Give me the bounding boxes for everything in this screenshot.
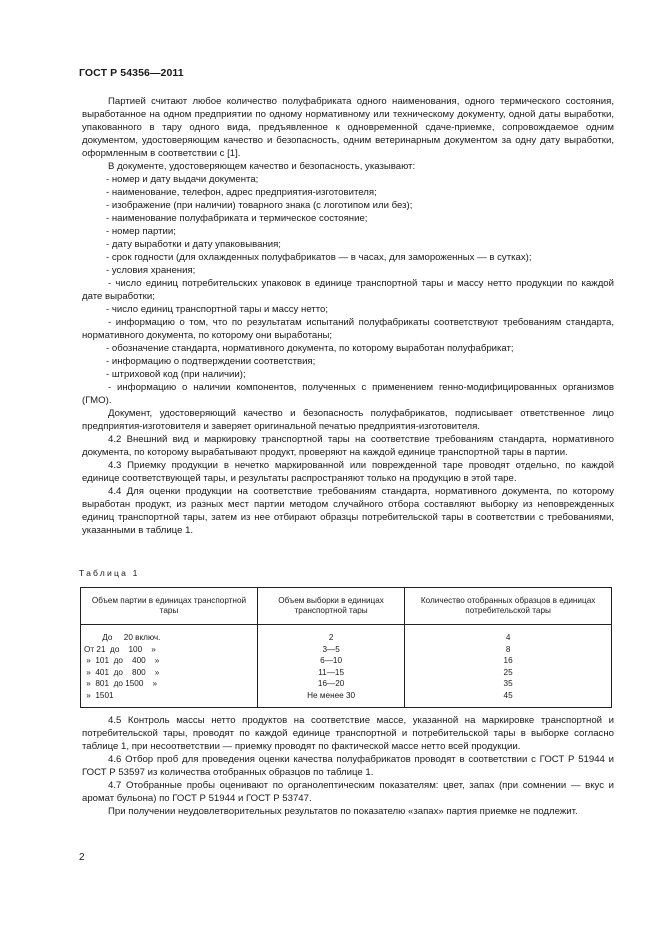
table-header-batch-size: Объем партии в единицах транспортной тары	[81, 588, 258, 625]
table-cell: 25	[405, 668, 612, 680]
table-cell: От 21 до 100 »	[81, 645, 258, 657]
table-cell: » 801 до 1500 »	[81, 679, 258, 691]
table-cell: 6—10	[258, 656, 405, 668]
list-item: - обозначение стандарта, нормативного документа, по которому выработан полуфабрикат;	[106, 343, 514, 354]
table-caption: Таблица 1	[79, 568, 140, 578]
table-header-sample-size: Объем выборки в единицах транспортной тары	[258, 588, 405, 625]
document-header: ГОСТ Р 54356—2011	[79, 67, 184, 79]
table-cell: » 1501	[81, 691, 258, 708]
paragraph-4-4: 4.4 Для оценки продукции на соответствие требованиям стандарта, нормативного документа, по которому выработан продукт, из разных мест партии методом случайного отбора составляют выборку из неповрежденных единиц транспортной тары, затем из нее отбирают образцы потребительской тары в соответствии с требованиями, указанными в таблице 1.	[82, 486, 614, 536]
list-item: - номер партии;	[106, 226, 176, 237]
table-cell: 8	[405, 645, 612, 657]
list-item: - наименование полуфабриката и термическое состояние;	[106, 213, 368, 224]
table-cell: 35	[405, 679, 612, 691]
list-item: - число единиц потребительских упаковок в единице транспортной тары и массу нетто продукции по каждой дате выработки;	[82, 278, 614, 302]
list-item: - информацию о подтверждении соответствия;	[106, 356, 316, 367]
paragraph-4-3: 4.3 Приемку продукции в нечетко маркированной или поврежденной таре проводят отдельно, по каждой единице соответствующей тары, и результаты распространяют только на продукцию в этой таре.	[82, 460, 614, 484]
list-item: - изображение (при наличии) товарного знака (с логотипом или без);	[106, 200, 413, 211]
paragraph-batch-definition: Партией считают любое количество полуфабриката одного наименования, одного термического состояния, выработанное на одном предприятии по одному нормативному или техническому документу, одной даты выработки, упакованного в тару одного вида, предъявленное к одновременной сдаче-приемке, сопровождаемое одним документом, удостоверяющим качество и безопасность, одним ветеринарным документом за одну дату выработки, оформленным в соответствии с [1].	[82, 96, 614, 159]
table-row	[81, 625, 612, 645]
table-cell: Не менее 30	[258, 691, 405, 708]
page-number: 2	[79, 852, 85, 863]
table-cell: 16—20	[258, 679, 405, 691]
list-item: - информацию о том, что по результатам испытаний полуфабрикаты соответствуют требованиям стандарта, нормативного документа, по которому они выработаны;	[82, 317, 614, 341]
table-cell: 3—5	[258, 645, 405, 657]
table-cell: 2	[258, 625, 405, 645]
table-header-row	[81, 588, 612, 625]
sampling-table	[80, 587, 612, 708]
paragraph-signature-note: Документ, удостоверяющий качество и безопасность полуфабрикатов, подписывает ответственное лицо предприятия-изготовителя и заверяет оригинальной печатью предприятия-изготовителя.	[82, 408, 614, 432]
list-item: - число единиц транспортной тары и массу нетто;	[106, 304, 329, 315]
table-cell: 11—15	[258, 668, 405, 680]
table-cell: 4	[405, 625, 612, 645]
table-header-sample-count: Количество отобранных образцов в единицах потребительской тары	[405, 588, 612, 625]
table-cell: 45	[405, 691, 612, 708]
table-row	[81, 668, 612, 680]
table-cell: До 20 включ.	[81, 625, 258, 645]
paragraph-4-2: 4.2 Внешний вид и маркировку транспортной тары на соответствие требованиям стандарта, нормативного документа, по которому вырабатывают продукт, проверяют на каждой единице транспортной тары в партии.	[82, 434, 614, 458]
list-item: - номер и дату выдачи документа;	[106, 174, 259, 185]
list-item: - дату выработки и дату упаковывания;	[106, 239, 281, 250]
table-cell: 16	[405, 656, 612, 668]
paragraph-4-6: 4.6 Отбор проб для проведения оценки качества полуфабрикатов проводят в соответствии с ГОСТ Р 51944 и ГОСТ Р 53597 из количества отобранных образцов по таблице 1.	[82, 754, 614, 778]
list-item: - условия хранения;	[106, 265, 196, 276]
table-row	[81, 679, 612, 691]
section-acceptance-control	[82, 714, 614, 818]
paragraph-rejection-note: При получении неудовлетворительных результатов по показателю «запах» партия приемке не подлежит.	[108, 806, 578, 817]
list-item: - срок годности (для охлажденных полуфабрикатов — в часах, для замороженных — в сутках);	[106, 252, 532, 263]
paragraph-4-7: 4.7 Отобранные пробы оценивают по органолептическим показателям: цвет, запах (при сомнении — вкус и аромат бульона) по ГОСТ Р 51944 и ГОСТ Р 53747.	[82, 780, 614, 804]
table-row	[81, 691, 612, 708]
list-item: - наименование, телефон, адрес предприятия-изготовителя;	[106, 187, 377, 198]
table-cell: » 101 до 400 »	[81, 656, 258, 668]
section-batch-definition	[82, 95, 614, 537]
list-item: - информацию о наличии компонентов, полученных с применением генно-модифицированных организмов (ГМО).	[82, 382, 614, 406]
list-item: - штриховой код (при наличии);	[106, 369, 246, 380]
table-row	[81, 656, 612, 668]
table-row	[81, 645, 612, 657]
table-cell: » 401 до 800 »	[81, 668, 258, 680]
paragraph-4-5: 4.5 Контроль массы нетто продуктов на соответствие массе, указанной на маркировке транспортной и потребительской тары, проводят по каждой единице транспортной и потребительской тары в выборке согласно таблице 1, при несоответствии — приемку проводят по фактической массе нетто всей продукции.	[82, 715, 614, 752]
paragraph-list-lead: В документе, удостоверяющем качество и безопасность, указывают:	[108, 161, 416, 172]
